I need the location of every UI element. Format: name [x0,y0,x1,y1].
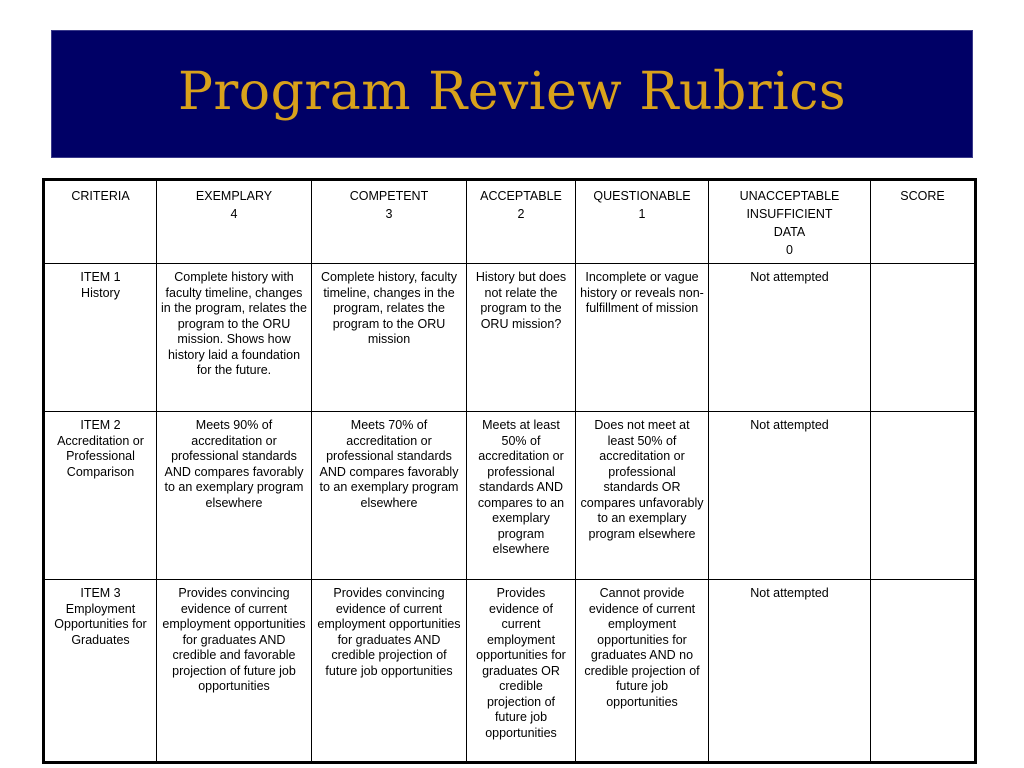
score-cell[interactable] [871,580,976,763]
acceptable-cell: Provides evidence of current employment opportunities for graduates OR credible projection of future job opportunities [467,580,576,763]
item-number: ITEM 3 [80,586,121,600]
questionable-cell: Incomplete or vague history or reveals non-fulfillment of mission [576,264,709,412]
title-banner [51,30,973,158]
item-name: Accreditation or Professional Comparison [57,433,144,479]
table-row [44,580,976,763]
slide-title: Program Review Rubrics [177,62,847,122]
questionable-cell: Does not meet at least 50% of accreditation or professional standards OR compares unfavorably to an exemplary program elsewhere [576,412,709,580]
header-score-value: 2 [517,207,525,221]
table-row [44,264,976,412]
competent-cell: Provides convincing evidence of current employment opportunities for graduates AND credible projection of future job opportunities [312,580,467,763]
header-unacceptable: UNACCEPTABLE INSUFFICIENT DATA 0 [709,180,871,264]
criteria-cell [44,580,157,763]
header-score: SCORE [871,180,976,264]
header-score-value: 3 [385,207,393,221]
item-number: ITEM 1 [80,270,121,284]
score-cell[interactable] [871,264,976,412]
criteria-cell [44,412,157,580]
exemplary-cell: Meets 90% of accreditation or professional standards AND compares favorably to an exemplary program elsewhere [157,412,312,580]
item-name: History [81,285,120,300]
header-row [44,180,976,264]
score-cell[interactable] [871,412,976,580]
unacceptable-cell: Not attempted [709,264,871,412]
item-number: ITEM 2 [80,418,121,432]
header-questionable: QUESTIONABLE 1 [576,180,709,264]
rubric-table [42,178,977,764]
competent-cell: Meets 70% of accreditation or professional standards AND compares favorably to an exemplary program elsewhere [312,412,467,580]
header-score-value: 1 [638,207,646,221]
header-criteria: CRITERIA [44,180,157,264]
exemplary-cell: Complete history with faculty timeline, changes in the program, relates the program to the ORU mission. Shows how history laid a foundation for the future. [157,264,312,412]
exemplary-cell: Provides convincing evidence of current employment opportunities for graduates AND credible and favorable projection of future job opportunities [157,580,312,763]
header-score-value: 0 [786,243,793,257]
table-row [44,412,976,580]
header-score-value: 4 [230,207,238,221]
questionable-cell: Cannot provide evidence of current employment opportunities for graduates AND no credible projection of future job opportunities [576,580,709,763]
acceptable-cell: Meets at least 50% of accreditation or professional standards AND compares to an exemplary program elsewhere [467,412,576,580]
header-exemplary: EXEMPLARY 4 [157,180,312,264]
item-name: Employment Opportunities for Graduates [54,601,147,647]
criteria-cell [44,264,157,412]
unacceptable-cell: Not attempted [709,412,871,580]
unacceptable-cell: Not attempted [709,580,871,763]
competent-cell: Complete history, faculty timeline, changes in the program, relates the program to the ORU mission [312,264,467,412]
header-competent: COMPETENT 3 [312,180,467,264]
acceptable-cell: History but does not relate the program to the ORU mission? [467,264,576,412]
header-acceptable: ACCEPTABLE 2 [467,180,576,264]
